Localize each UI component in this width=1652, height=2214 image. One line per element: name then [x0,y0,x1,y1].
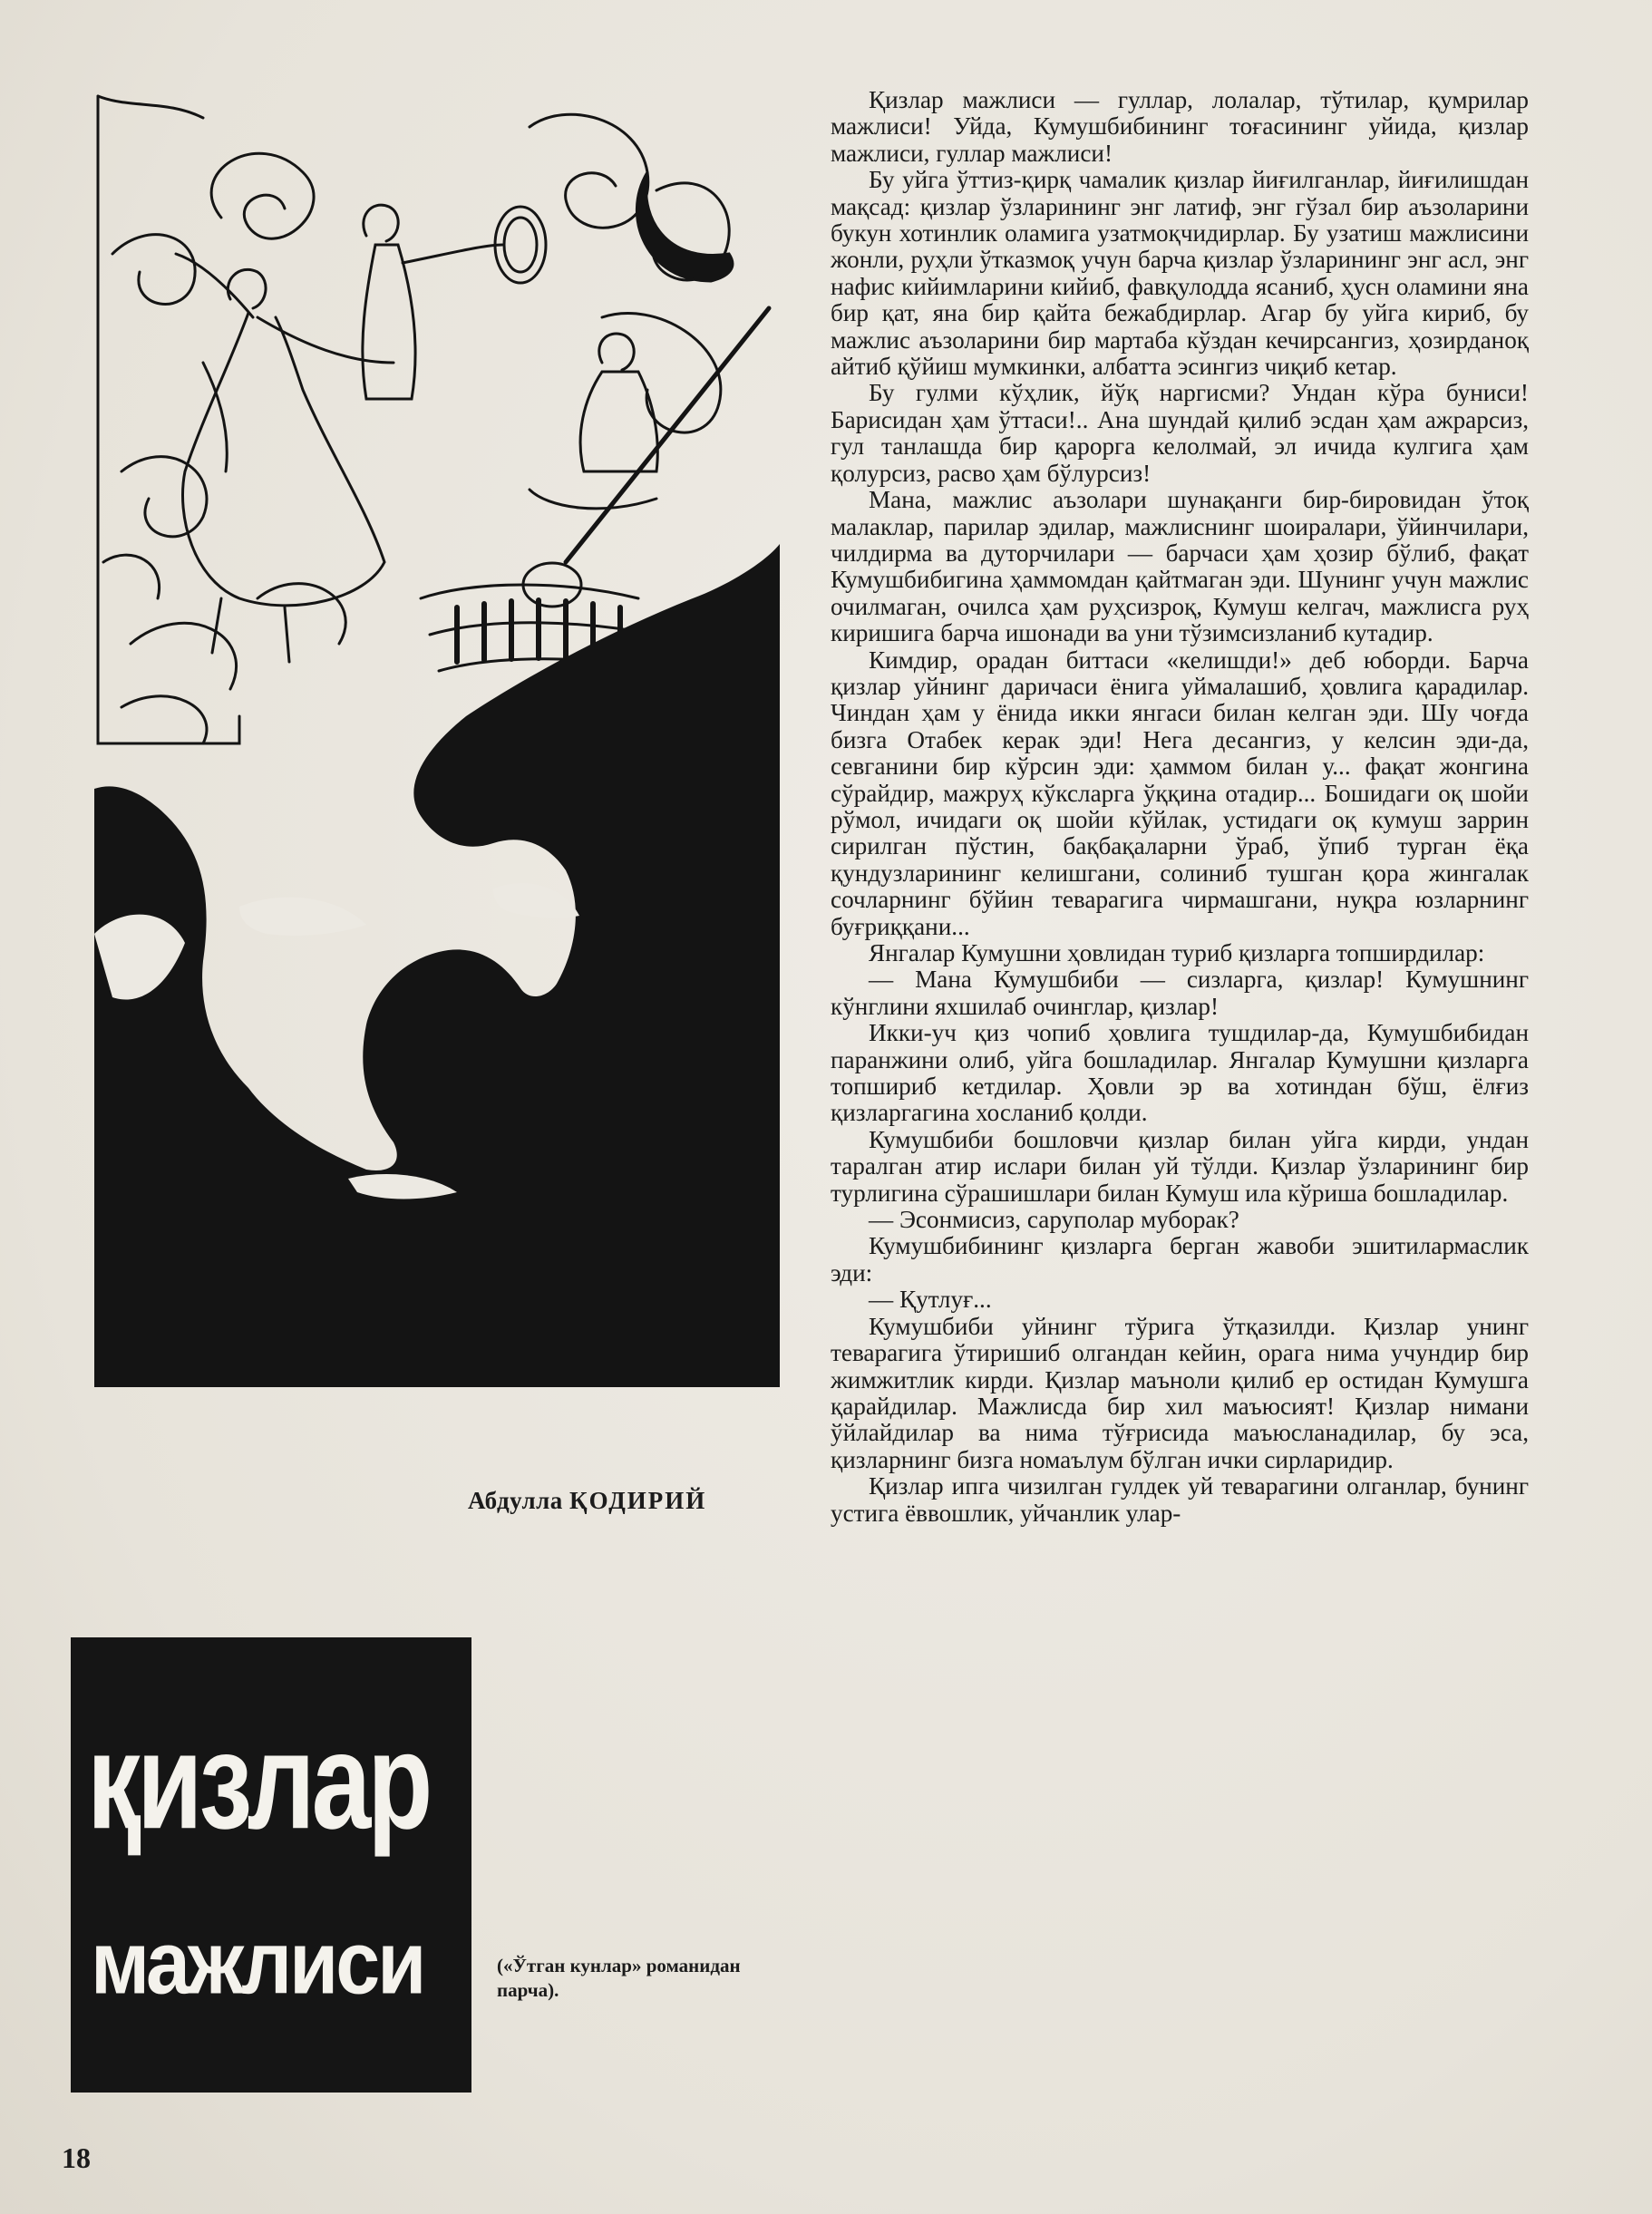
source-note: («Ўтган кунлар» романидан парча). [497,1955,741,2001]
illustration [94,91,780,1387]
paragraph: Бу уйга ўттиз-қирқ чамалик қизлар йиғилганлар, йиғилишдан мақсад: қизлар ўзларининг энг латиф, энг гўзал бир аъзоларини букун хотинлик оламига узатмоқчидирлар. Бу узатиш мажлисини жонли, руҳли ўтказмоқ учун барча қизлар ўзларининг энг асл, энг нафис кийимларини кийиб, фавқулодда ясаниб, ҳусн оламини яна бир қат, яна бир қайта бежабдирлар. Агар бу уйга кириб, бу мажлис аъзоларини бир мартаба кўздан кечирсангиз, ҳозирданоқ айтиб қўйиш мумкинки, албатта эсингиз чиқиб кетар. [831,166,1529,381]
author-first-name: Абдулла [468,1487,563,1514]
title-line-1: қизлар [87,1704,430,1859]
face-portrait [94,544,780,1387]
author-surname: ҚОДИРИЙ [569,1487,707,1514]
paragraph: — Мана Кумушбиби — сизларга, қизлар! Кумушнинг кўнглини яхшилаб очинглар, қизлар! [831,966,1529,1020]
paragraph: Икки-уч қиз чопиб ҳовлига тушдилар-да, Кумушбибидан паранжини олиб, уйга бошладилар. Янгалар Кумушни қизларга топшириб кетдилар. Ҳовли эр ва хотиндан бўш, ёлғиз қизларгагина хосланиб қолди. [831,1019,1529,1127]
paragraph: Қизлар ипга чизилган гулдек уй теварагини олганлар, бунинг устига ёввошлик, уйчанлик улар- [831,1472,1529,1527]
paragraph: Мана, мажлис аъзолари шунақанги бир-бировидан ўтоқ малаклар, парилар эдилар, мажлиснинг шоиралари, ўйинчилари, чилдирма ва дуторчилари — барчаси ҳам ҳозир бўлиб, фақат Кумушбибигина ҳаммомдан қайтмаган эди. Шунинг учун мажлис очилмаган, очилса ҳам руҳсизроқ, Кумуш келгач, мажлисга руҳ киришига барча ишонади ва уни тўзимсизланиб кутадир. [831,486,1529,647]
title-block [71,1637,471,2093]
paragraph: Бу гулми кўҳлик, йўқ наргисми? Ундан кўра буниси! Барисидан ҳам ўттаси!.. Ана шундай қилиб эсдан ҳам ажрарсиз, гул танлашда бир қарорга келолмай, эл ичида кулгига ҳам қолурсиз, расво ҳам бўлурсиз! [831,379,1529,487]
paragraph: Кимдир, орадан биттаси «келишди!» деб юборди. Барча қизлар уйнинг даричаси ёнига уймалашиб, ҳовлига қарадилар. Чиндан ҳам у ёнида икки янгаси билан келган эди. Шу чоғда бизга Отабек керак эди! Нега десангиз, у келсин эди-да, севганини бир кўрсин эди: ҳаммом билан у... фақат жонгина сўрайдир, мажруҳ кўксларга ўққина отадир... Бошидаги оқ шойи рўмол, ичидаги оқ шойи кўйлак, устидаги оқ кумуш заррин сирилган пўстин, бақбақаларни ўраб, ўпиб турган ёқа қундузларининг келишгани, солиниб тушган қора жингалак сочларнинг бўйин теварагига чирмашгани, нуқра юзларнинг буғриққани... [831,646,1529,940]
paragraph: Кумушбиби бошловчи қизлар билан уйга кирди, ундан таралган атир ислари билан уй тўлди. Қизлар ўзларининг бир турлигина сўрашишлари билан Кумуш ила кўриша бошладилар. [831,1125,1529,1207]
page-number: 18 [62,2141,91,2174]
paragraph: Янгалар Кумушни ҳовлидан туриб қизларга топширдилар: [869,939,1485,966]
paragraph: Қизлар мажлиси — гуллар, лолалар, тўтилар, қумрилар мажлиси! Уйда, Кумушбибининг тоғасининг уйида, қизлар мажлиси, гуллар мажлиси! [831,86,1529,167]
paragraph: Кумушбибининг қизларга берган жавоби эшитилармаслик эди: [831,1232,1529,1287]
paragraph: — Қутлуғ... [869,1286,992,1314]
paragraph: — Эсонмисиз, саруполар муборак? [869,1206,1239,1234]
author-name [468,1487,706,1515]
article-body [831,87,1529,1527]
paragraph: Кумушбиби уйнинг тўрига ўтқазилди. Қизлар унинг теварагига ўтиришиб олгандан кейин, орага нима учундир бир жимжитлик кирди. Қизлар маъноли қилиб ер остидан Кумушга қарайдилар. Мажлисда бир хил маъюсият! Қизлар нимани ўйлайдилар ва нима тўғрисида маъюсланадилар, бу эса, қизларнинг бизга номаълум бўлган ички сирларидир. [831,1312,1529,1473]
title-line-2: мажлиси [91,1912,424,2013]
